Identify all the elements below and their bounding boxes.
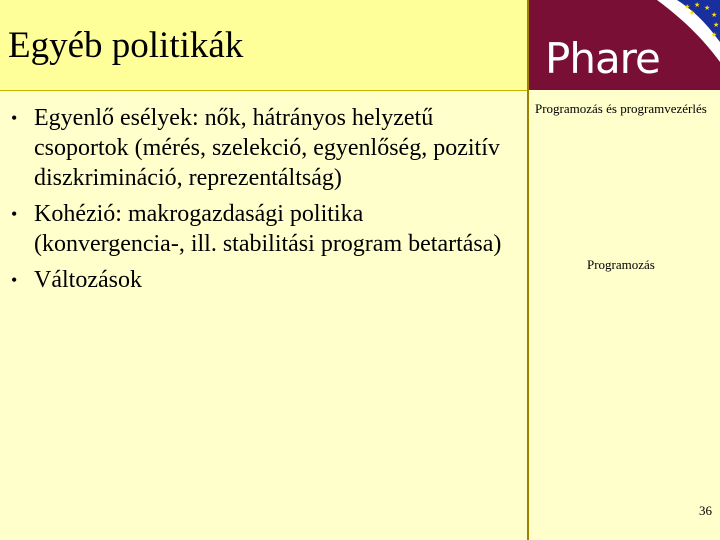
slide-title: Egyéb politikák (8, 25, 244, 66)
bullet-marker: • (11, 108, 18, 128)
svg-text:★: ★ (684, 3, 691, 11)
bullet-text: Változások (34, 267, 142, 293)
page-number: 36 (699, 503, 712, 518)
svg-text:★: ★ (711, 11, 718, 19)
bullet-text: Kohézió: makrogazdasági politika (konvergencia-, ill. stabilitási program betartása) (34, 201, 502, 257)
slide-content (0, 91, 527, 540)
bullet-text: Egyenlő esélyek: nők, hátrányos helyzetű csoportok (mérés, szelekció, egyenlőség, pozitív diszkrimináció, reprezentáltság) (34, 105, 500, 191)
bullet-list (8, 103, 518, 301)
side-label-middle: Programozás (587, 257, 655, 272)
side-label-top: Programozás és programvezérlés (535, 101, 707, 116)
phare-logo (529, 0, 720, 90)
svg-text:★: ★ (689, 9, 696, 17)
svg-text:★: ★ (704, 4, 711, 12)
bullet-marker: • (11, 270, 18, 290)
sidebar-panel (529, 0, 720, 540)
svg-text:★: ★ (713, 21, 720, 29)
bullet-item (8, 199, 518, 259)
bullet-item (8, 103, 518, 193)
logo-text: Phare (545, 34, 660, 83)
svg-text:★: ★ (694, 1, 701, 9)
bullet-marker: • (11, 204, 18, 224)
bullet-item (8, 265, 518, 295)
title-bar (0, 0, 527, 91)
svg-text:★: ★ (711, 31, 718, 39)
